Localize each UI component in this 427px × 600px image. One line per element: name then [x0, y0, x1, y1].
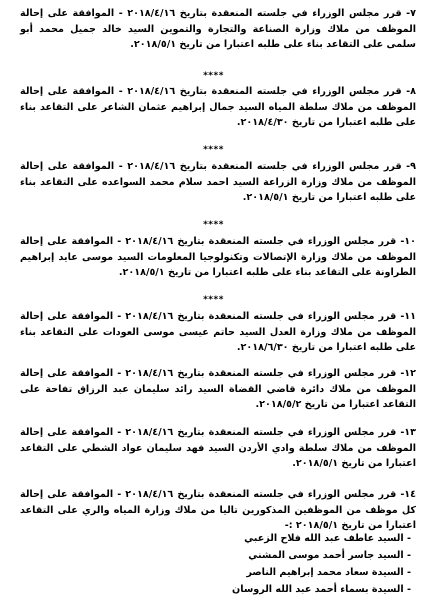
decision-number: ١٤-: [400, 489, 417, 500]
separator-stars: ****: [203, 71, 224, 81]
retirees-list: [191, 530, 411, 598]
decision-text: قرر مجلس الوزراء في جلسته المنعقدة بتاريخ ٢٠١٨/٤/١٦ - الموافقة على إحالة الموظف من ملاك وزارة الزراعة السيد احمد سلام محمد السواعده على التقاعد بناء على طلبه اعتبارا من تاريخ ٢٠١٨/٥/١.: [20, 161, 416, 203]
decision-number: ١٠-: [400, 236, 417, 247]
separator-stars: ****: [203, 295, 224, 305]
decision-number: ٩-: [406, 161, 417, 172]
decision-text: قرر مجلس الوزراء في جلسته المنعقدة بتاريخ ٢٠١٨/٤/١٦ - الموافقة على إحالة كل موظف من الموظفين المذكورين تاليا من ملاك وزارة المياه والري على التقاعد اعتبارا من تاريخ ٢٠١٨/٥/١ :-: [20, 489, 416, 531]
decision-text: قرر مجلس الوزراء في جلسته المنعقدة بتاريخ ٢٠١٨/٤/١٦ - الموافقة على إحالة الموظف من ملاك وزارة الصناعة والتجارة والتموين السيد خالد جميل محمد أبو سلمى على التقاعد بناء على طلبه اعتبارا من تاريخ ٢٠١٨/٥/١.: [20, 8, 416, 50]
decision-11: [20, 309, 416, 356]
decision-13: [20, 425, 416, 472]
list-item: - السيدة سعاد محمد إبراهيم الناصر: [191, 564, 411, 581]
list-item: - السيد عاطف عبد الله فلاح الزعبي: [191, 530, 411, 547]
separator-stars: ****: [203, 145, 224, 155]
decision-text: قرر مجلس الوزراء في جلسته المنعقدة بتاريخ ٢٠١٨/٤/١٦ - الموافقة على إحالة الموظف من ملاك وزارة الإتصالات وتكنولوجيا المعلومات السيد موسى عايد إبراهيم الطراونة على التقاعد بناء على طلبه اعتبارا من تاريخ ٢٠١٨/٥/١.: [20, 236, 416, 278]
decision-text: قرر مجلس الوزراء في جلسته المنعقدة بتاريخ ٢٠١٨/٤/١٦ - الموافقة على إحالة الموظف من ملاك سلطة المياه السيد جمال إبراهيم عثمان الشاعر على التقاعد بناء على طلبه اعتبارا من تاريخ ٢٠١٨/٤/٣٠.: [20, 86, 416, 128]
decision-9: [20, 159, 416, 206]
decision-number: ٧-: [406, 8, 417, 19]
decision-number: ١١-: [400, 311, 417, 322]
decision-8: [20, 84, 416, 131]
decision-number: ٨-: [406, 86, 417, 97]
list-item: - السيدة بسماء أحمد عبد الله الروسان: [191, 581, 411, 598]
decision-7: [20, 6, 416, 53]
decision-number: ١٣-: [400, 427, 417, 438]
decision-number: ١٢-: [400, 368, 417, 379]
decision-text: قرر مجلس الوزراء في جلسته المنعقدة بتاريخ ٢٠١٨/٤/١٦ - الموافقة على إحالة الموظف من ملاك دائرة قاضي القضاة السيد رائد سليمان عبد الرزاق تفاحة على التقاعد اعتبارا من تاريخ ٢٠١٨/٥/٢.: [20, 368, 416, 410]
separator-stars: ****: [203, 220, 224, 230]
decision-text: قرر مجلس الوزراء في جلسته المنعقدة بتاريخ ٢٠١٨/٤/١٦ - الموافقة على إحالة الموظف من ملاك سلطة وادي الأردن السيد فهد سليمان عواد الشطي على التقاعد اعتبارا من تاريخ ٢٠١٨/٥/١.: [20, 427, 416, 469]
decision-10: [20, 234, 416, 281]
decision-12: [20, 366, 416, 413]
decision-14: [20, 487, 416, 534]
list-item: - السيد جاسر أحمد موسى المشني: [191, 547, 411, 564]
decision-text: قرر مجلس الوزراء في جلسته المنعقدة بتاريخ ٢٠١٨/٤/١٦ - الموافقة على إحالة الموظف من ملاك وزارة العدل السيد حاتم عيسى موسى العودات على التقاعد بناء على طلبه اعتبارا من تاريخ ٢٠١٨/٦/٣٠.: [20, 311, 416, 353]
